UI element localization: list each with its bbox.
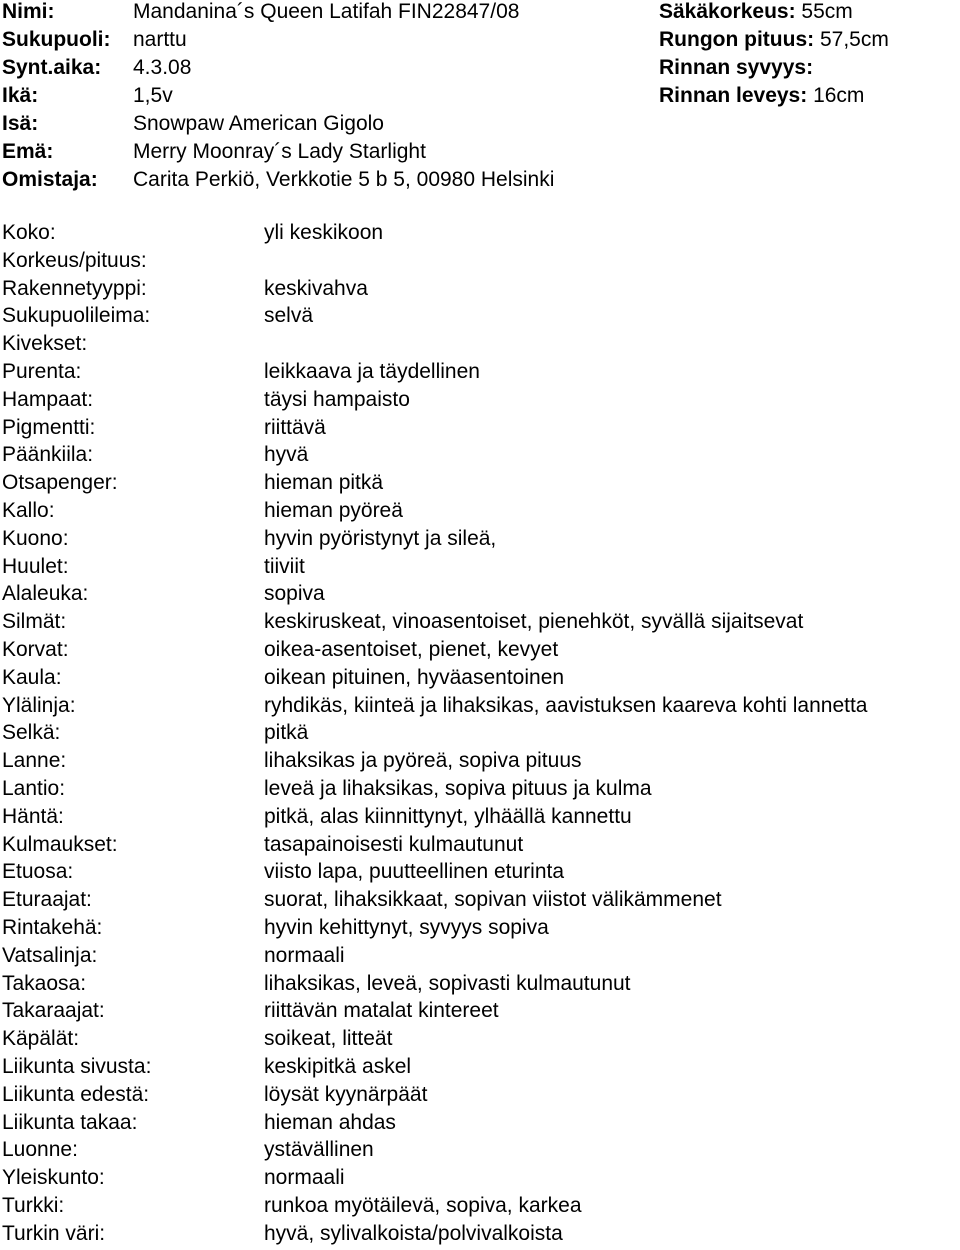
detail-label: Otsapenger: [2, 471, 118, 495]
detail-label: Sukupuolileima: [2, 304, 151, 328]
detail-label: Vatsalinja: [2, 943, 98, 967]
detail-row [2, 1136, 958, 1164]
detail-value: ystävällinen [264, 1138, 374, 1162]
detail-label: Koko: [2, 221, 56, 244]
detail-value: pitkä [264, 721, 309, 745]
detail-row [2, 747, 958, 775]
detail-value: hieman pitkä [264, 471, 384, 495]
detail-value: hyvä, sylivalkoista/polvivalkoista [264, 1221, 563, 1245]
detail-row [2, 358, 958, 386]
detail-value: hieman pyöreä [264, 498, 403, 522]
detail-value: hieman ahdas [264, 1110, 396, 1134]
detail-value: soikeat, litteät [264, 1027, 393, 1051]
header-right [659, 0, 853, 26]
detail-row [2, 886, 958, 914]
detail-value: hyvin pyöristynyt ja sileä, [264, 526, 497, 550]
header-label: Nimi: [2, 0, 55, 23]
detail-value: suorat, lihaksikkaat, sopivan viistot välikämmenet [264, 888, 722, 912]
detail-value: oikea-asentoiset, pienet, kevyet [264, 637, 559, 661]
header-row-name [2, 0, 958, 26]
detail-value: keskipitkä askel [264, 1054, 412, 1078]
detail-value: löysät kyynärpäät [264, 1082, 428, 1106]
detail-row [2, 970, 958, 998]
header-row-owner [2, 166, 958, 194]
detail-label: Turkin väri: [2, 1221, 106, 1245]
detail-label: Turkki: [2, 1193, 65, 1217]
header-right-label: Rungon pituus: [659, 28, 815, 51]
detail-row [2, 664, 958, 692]
detail-label: Eturaajat: [2, 888, 92, 912]
detail-label: Huulet: [2, 554, 69, 578]
header-label: Sukupuoli: [2, 28, 111, 51]
detail-row [2, 914, 958, 942]
detail-row [2, 469, 958, 497]
header-label: Synt.aika: [2, 56, 102, 79]
detail-label: Kivekset: [2, 332, 88, 356]
detail-row [2, 580, 958, 608]
detail-value: oikean pituinen, hyväasentoinen [264, 665, 565, 689]
header-row-sire [2, 110, 958, 138]
detail-value: tiiviit [264, 554, 305, 578]
detail-row [2, 803, 958, 831]
detail-row [2, 608, 958, 636]
detail-value: yli keskikoon [264, 221, 384, 244]
detail-label: Korvat: [2, 637, 69, 661]
detail-label: Luonne: [2, 1138, 78, 1162]
header-right-value: 16cm [807, 84, 865, 107]
detail-label: Silmät: [2, 610, 67, 634]
header-row-dam [2, 138, 958, 166]
detail-row [2, 1109, 958, 1137]
detail-value: tasapainoisesti kulmautunut [264, 832, 524, 856]
detail-row [2, 441, 958, 469]
detail-value: sopiva [264, 582, 325, 606]
detail-row [2, 525, 958, 553]
detail-label: Takaraajat: [2, 999, 105, 1023]
detail-value: leikkaava ja täydellinen [264, 359, 480, 383]
detail-label: Käpälät: [2, 1027, 80, 1051]
detail-row [2, 1220, 958, 1248]
detail-value: hyvin kehittynyt, syvyys sopiva [264, 915, 549, 939]
detail-label: Lantio: [2, 776, 66, 800]
detail-label: Kuono: [2, 526, 69, 550]
detail-label: Yleiskunto: [2, 1166, 105, 1190]
detail-label: Alaleuka: [2, 582, 89, 606]
detail-label: Liikunta takaa: [2, 1110, 138, 1134]
detail-label: Päänkiila: [2, 443, 94, 467]
header-right-value: 55cm [795, 0, 853, 23]
detail-row [2, 858, 958, 886]
header-right [659, 54, 813, 82]
detail-row [2, 636, 958, 664]
header-value: narttu [133, 28, 187, 51]
detail-row [2, 553, 958, 581]
detail-label: Kallo: [2, 498, 55, 522]
detail-label: Etuosa: [2, 860, 74, 884]
detail-label: Häntä: [2, 804, 64, 828]
header-right-value: 57,5cm [814, 28, 889, 51]
detail-row [2, 414, 958, 442]
detail-label: Purenta: [2, 359, 82, 383]
detail-row [2, 1164, 958, 1192]
detail-row [2, 719, 958, 747]
detail-row [2, 219, 958, 247]
header-value: Mandanina´s Queen Latifah FIN22847/08 [133, 0, 520, 23]
header-label: Emä: [2, 140, 54, 163]
detail-label: Ylälinja: [2, 693, 76, 717]
detail-value: pitkä, alas kiinnittynyt, ylhäällä kannettu [264, 804, 632, 828]
detail-value: lihaksikas, leveä, sopivasti kulmautunut [264, 971, 631, 995]
detail-label: Lanne: [2, 749, 67, 773]
detail-label: Kaula: [2, 665, 62, 689]
detail-value: riittävä [264, 415, 326, 439]
detail-value: normaali [264, 1166, 345, 1190]
header-value: Snowpaw American Gigolo [133, 112, 384, 135]
detail-value: hyvä [264, 443, 309, 467]
header-value: Merry Moonray´s Lady Starlight [133, 140, 426, 163]
detail-value: lihaksikas ja pyöreä, sopiva pituus [264, 749, 582, 773]
header-label: Omistaja: [2, 168, 98, 191]
detail-label: Korkeus/pituus: [2, 248, 147, 272]
evaluation-details [2, 219, 958, 1247]
detail-row [2, 942, 958, 970]
detail-row [2, 831, 958, 859]
detail-row [2, 386, 958, 414]
header-value: 4.3.08 [133, 56, 192, 79]
detail-row [2, 1192, 958, 1220]
detail-value: ryhdikäs, kiinteä ja lihaksikas, aavistuksen kaareva kohti lannetta [264, 693, 868, 717]
detail-row [2, 775, 958, 803]
dog-info-header [2, 0, 958, 194]
detail-row [2, 1053, 958, 1081]
detail-value: normaali [264, 943, 345, 967]
header-right [659, 82, 864, 110]
header-label: Ikä: [2, 84, 39, 107]
detail-row [2, 692, 958, 720]
header-right-label: Säkäkorkeus: [659, 0, 796, 23]
detail-label: Liikunta edestä: [2, 1082, 150, 1106]
detail-label: Kulmaukset: [2, 832, 118, 856]
detail-value: viisto lapa, puutteellinen eturinta [264, 860, 565, 884]
detail-value: keskiruskeat, vinoasentoiset, pienehköt, syvällä sijaitsevat [264, 610, 804, 634]
detail-value: keskivahva [264, 276, 368, 300]
detail-label: Liikunta sivusta: [2, 1054, 152, 1078]
header-value: 1,5v [133, 84, 173, 107]
detail-row [2, 997, 958, 1025]
detail-value: runkoa myötäilevä, sopiva, karkea [264, 1193, 582, 1217]
detail-row [2, 275, 958, 303]
detail-row [2, 1025, 958, 1053]
header-row-sex [2, 26, 958, 54]
detail-row [2, 1081, 958, 1109]
detail-value: riittävän matalat kintereet [264, 999, 499, 1023]
detail-label: Pigmentti: [2, 415, 96, 439]
detail-row [2, 330, 958, 358]
detail-row [2, 302, 958, 330]
detail-row [2, 247, 958, 275]
detail-label: Takaosa: [2, 971, 87, 995]
detail-label: Hampaat: [2, 387, 94, 411]
header-right-label: Rinnan leveys: [659, 84, 808, 107]
detail-value: selvä [264, 304, 314, 328]
header-value: Carita Perkiö, Verkkotie 5 b 5, 00980 Helsinki [133, 168, 555, 191]
detail-row [2, 497, 958, 525]
detail-label: Rakennetyyppi: [2, 276, 147, 300]
detail-label: Rintakehä: [2, 915, 103, 939]
detail-label: Selkä: [2, 721, 61, 745]
header-right [659, 26, 889, 54]
detail-value: täysi hampaisto [264, 387, 410, 411]
header-right-label: Rinnan syvyys: [659, 56, 814, 79]
detail-value: leveä ja lihaksikas, sopiva pituus ja kulma [264, 776, 652, 800]
header-row-birthdate [2, 54, 958, 82]
header-label: Isä: [2, 112, 39, 135]
header-row-age [2, 82, 958, 110]
